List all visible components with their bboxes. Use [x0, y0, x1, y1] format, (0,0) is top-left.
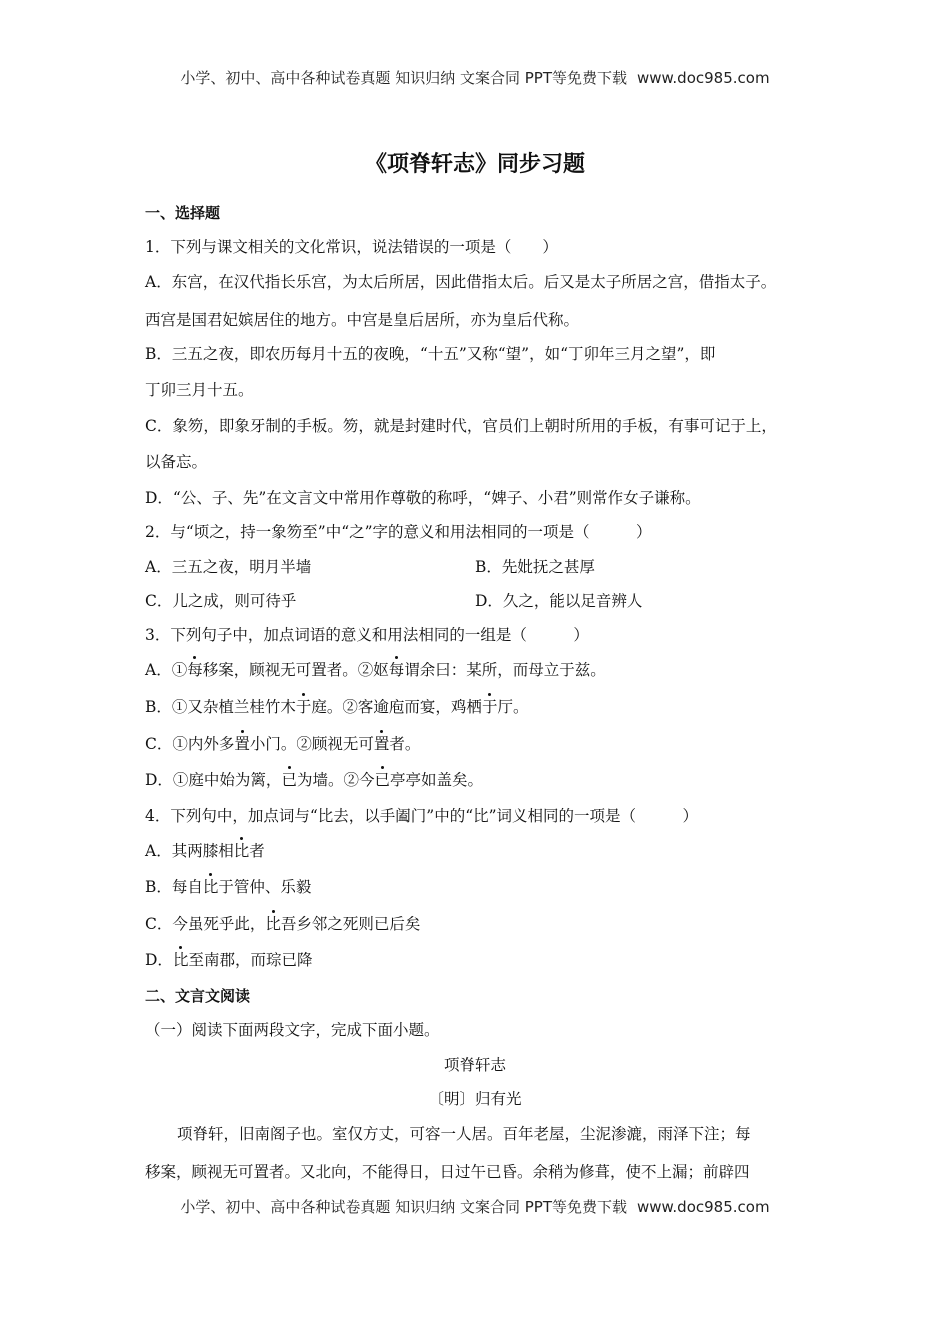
reading-title: 项脊轩志 — [443, 1056, 506, 1074]
q1-option-b: B．三五之夜，即农历每月十五的夜晚，“十五”又称“望”，如“丁卯年三月之望”，即 — [145, 345, 716, 363]
emphasis-dot-word: 每 — [187, 661, 203, 679]
reading-paragraph-line: 项脊轩，旧南阁子也。室仅方丈，可容一人居。百年老屋，尘泥渗漉，雨泽下注；每 — [177, 1125, 751, 1143]
emphasis-dot-word: 置 — [234, 735, 250, 753]
emphasis-dot-word: 比 — [172, 951, 189, 969]
emphasis-dot-word: 于 — [295, 698, 312, 716]
page-header — [0, 67, 950, 88]
header-site-link[interactable]: www.doc985.com — [636, 69, 770, 87]
q1-stem: 1．下列与课文相关的文化常识，说法错误的一项是（ ） — [145, 238, 558, 256]
header-text: 小学、初中、高中各种试卷真题 知识归纳 文案合同 PPT等免费下载 — [180, 69, 627, 87]
q1-option-c-cont: 以备忘。 — [145, 453, 208, 471]
q2-option-d: D．久之，能以足音辨人 — [475, 592, 643, 610]
section-heading-choice: 一、选择题 — [145, 204, 221, 222]
reading-author: 〔明〕归有光 — [428, 1090, 522, 1108]
q1-option-c: C．象笏，即象牙制的手板。笏，就是封建时代，官员们上朝时所用的手板，有事可记于上， — [145, 417, 777, 435]
footer-text: 小学、初中、高中各种试卷真题 知识归纳 文案合同 PPT等免费下载 — [180, 1198, 627, 1216]
q3-option-c: C．①内外多置小门。②顾视无可置者。 — [145, 735, 421, 753]
document-title: 《项脊轩志》同步习题 — [364, 152, 585, 177]
q1-option-b-cont: 丁卯三月十五。 — [145, 381, 254, 399]
emphasis-dot-word: 比 — [265, 915, 281, 933]
q2-option-c: C．儿之成，则可待乎 — [145, 592, 297, 610]
q1-option-a: A．东宫，在汉代指长乐宫，为太后所居，因此借指太后。后又是太子所居之宫，借指太子。 — [145, 273, 777, 291]
q1-option-a-cont: 西宫是国君妃嫔居住的地方。中宫是皇后居所，亦为皇后代称。 — [145, 311, 580, 329]
q2-option-b: B．先妣抚之甚厚 — [475, 558, 595, 576]
q3-option-b: B．①又杂植兰桂竹木于庭。②客逾庖而宴，鸡栖于厅。 — [145, 698, 529, 716]
reading-intro: （一）阅读下面两段文字，完成下面小题。 — [145, 1021, 440, 1039]
emphasis-dot-word: 比 — [202, 878, 219, 896]
emphasis-dot-word: 每 — [388, 661, 405, 679]
emphasis-dot-word: 已 — [374, 771, 390, 789]
q3-option-d: D．①庭中始为篱，已为墙。②今已亭亭如盖矣。 — [145, 771, 483, 789]
page-footer — [0, 1196, 950, 1217]
q2-stem: 2．与“顷之，持一象笏至”中“之”字的意义和用法相同的一项是（ ） — [145, 523, 652, 541]
reading-paragraph-line: 移案，顾视无可置者。又北向，不能得日，日过午已昏。余稍为修葺，使不上漏；前辟四 — [145, 1163, 750, 1181]
q4-option-a: A．其两膝相比者 — [145, 842, 265, 860]
q4-stem: 4．下列句中，加点词与“比去，以手阖门”中的“比”词义相同的一项是（ ） — [145, 807, 699, 825]
q3-option-a: A．①每移案，顾视无可置者。②妪每谓余曰：某所，而母立于兹。 — [145, 661, 606, 679]
q4-option-d: D．比至南郡，而琮已降 — [145, 951, 313, 969]
footer-site-link[interactable]: www.doc985.com — [636, 1198, 770, 1216]
emphasis-dot-word: 置 — [373, 735, 390, 753]
q3-stem: 3．下列句子中，加点词语的意义和用法相同的一组是（ ） — [145, 626, 589, 644]
section-heading-reading: 二、文言文阅读 — [145, 987, 251, 1005]
q1-option-d: D．“公、子、先”在文言文中常用作尊敬的称呼，“婢子、小君”则常作女子谦称。 — [145, 489, 701, 507]
emphasis-dot-word: 比 — [233, 842, 250, 860]
emphasis-dot-word: 于 — [481, 698, 498, 716]
emphasis-dot-word: 已 — [281, 771, 297, 789]
q4-option-c: C．今虽死乎此，比吾乡邻之死则已后矣 — [145, 915, 421, 933]
q2-option-a: A．三五之夜，明月半墙 — [145, 558, 312, 576]
q4-option-b: B．每自比于管仲、乐毅 — [145, 878, 312, 896]
